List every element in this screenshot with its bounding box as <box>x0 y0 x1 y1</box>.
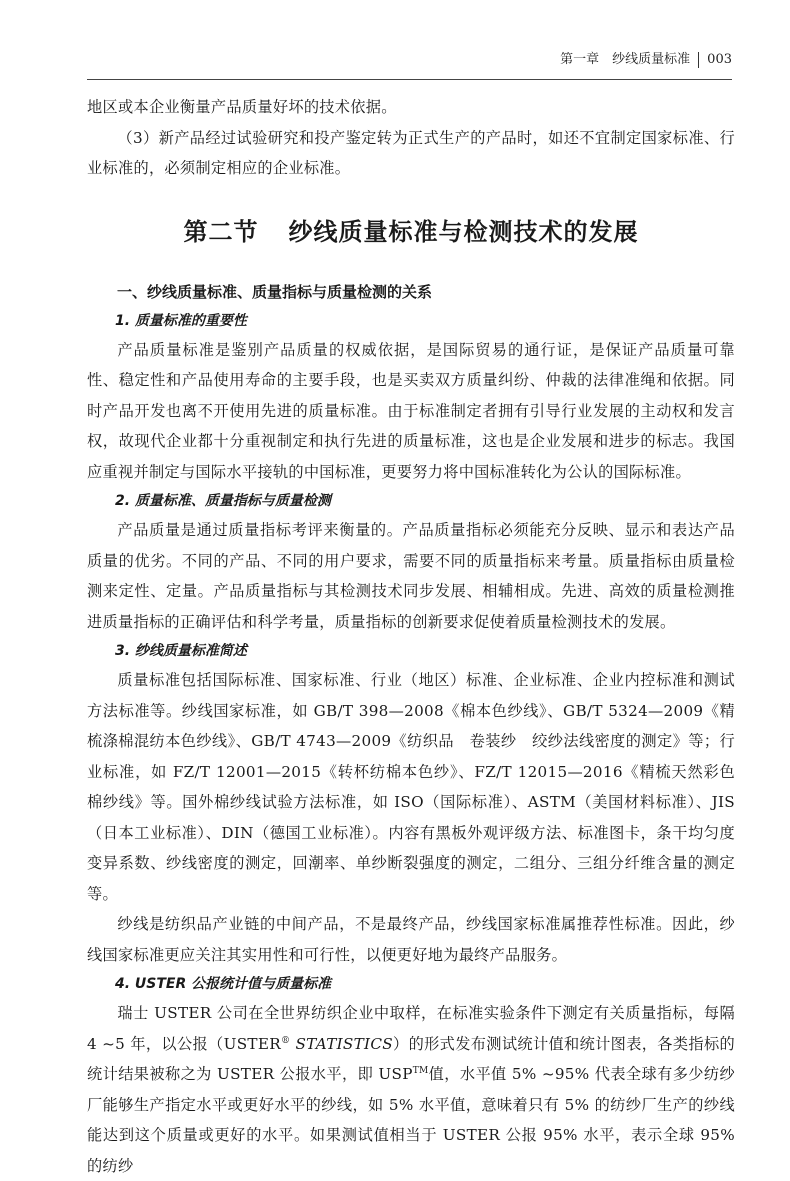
trademark-mark: TM <box>412 1065 429 1076</box>
subsection-heading: 4. USTER 公报统计值与质量标准 <box>115 976 332 992</box>
paragraph: （3）新产品经过试验研究和投产鉴定转为正式生产的产品时，如还不宜制定国家标准、行业标准的，必须制定相应的企业标准。 <box>87 128 735 177</box>
subsection-heading: 2. 质量标准、质量指标与质量检测 <box>115 493 331 509</box>
subsection-heading: 1. 质量标准的重要性 <box>115 312 247 329</box>
paragraph: 地区或本企业衡量产品质量好坏的技术依据。 <box>87 98 397 116</box>
section-title <box>87 212 735 247</box>
paragraph: 质量标准包括国际标准、国家标准、行业（地区）标准、企业标准、企业内控标准和测试方法标准等。纱线国家标准，如 GB/T 398—2008《棉本色纱线》、GB/T 5324—2009《精梳涤棉混纺本色纱线》、GB/T 4743—2009《纺织品 卷装纱 绞纱法线密度的测定》等；行业标准，如 FZ/T 12001—2015《转杯纺棉本色纱》、FZ/T 12015—2016《精梳天然彩色棉纱线》等。国外棉纱线试验方法标准，如 ISO（国际标准）、ASTM（美国材料标准）、JIS（日本工业标准）、DIN（德国工业标准）。内容有黑板外观评级方法、标准图卡，条干均匀度变异系数、纱线密度的测定，回潮率、单纱断裂强度的测定，二组分、三组分纤维含量的测定等。 <box>87 671 735 903</box>
header-rule <box>87 79 732 80</box>
running-header <box>560 50 732 70</box>
page-content <box>87 92 735 1181</box>
text-run: ）的形式发布测试统计值和统计图表，各类指标的统计结果被称之为 USTER 公报水平，即 USP <box>87 1034 735 1083</box>
subsection-heading: 3. 纱线质量标准简述 <box>115 643 247 659</box>
part-heading: 一、纱线质量标准、质量指标与质量检测的关系 <box>117 282 433 301</box>
paragraph <box>87 998 735 1181</box>
section-number: 第二节 <box>183 217 259 246</box>
header-separator <box>698 52 699 68</box>
text-run: 瑞士 USTER 公司在全世界纺织企业中取样，在标准实验条件下测定有关质量指标，每隔 4 ~5 年，以公报（USTER <box>87 1004 735 1053</box>
chapter-title: 第一章 纱线质量标准 <box>560 52 691 67</box>
paragraph: 产品质量标准是鉴别产品质量的权威依据，是国际贸易的通行证，是保证产品质量可靠性、稳定性和产品使用寿命的主要手段，也是买卖双方质量纠纷、仲裁的法律准绳和依据。同时产品开发也离不开使用先进的质量标准。由于标准制定者拥有引导行业发展的主动权和发言权，故现代企业都十分重视制定和执行先进的质量标准，这也是企业发展和进步的标志。我国应重视并制定与国际水平接轨的中国标准，更要努力将中国标准转化为公认的国际标准。 <box>87 340 735 481</box>
text-run: 值，水平值 5% ~95% 代表全球有多少纺纱厂能够生产指定水平或更好水平的纱线，如 5% 水平值，意味着只有 5% 的纺纱厂生产的纱线能达到这个质量或更好的水平。如果测试值相当于 USTER 公报 95% 水平，表示全球 95% 的纺纱 <box>87 1065 735 1175</box>
registered-mark: ® <box>280 1035 291 1046</box>
paragraph: 纱线是纺织品产业链的中间产品，不是最终产品，纱线国家标准属推荐性标准。因此，纱线国家标准更应关注其实用性和可行性，以便更好地为最终产品服务。 <box>87 915 735 964</box>
section-title-text: 纱线质量标准与检测技术的发展 <box>288 217 639 246</box>
paragraph: 产品质量是通过质量指标考评来衡量的。产品质量指标必须能充分反映、显示和表达产品质量的优劣。不同的产品、不同的用户要求，需要不同的质量指标来考量。质量指标由质量检测来定性、定量。产品质量指标与其检测技术同步发展、相辅相成。先进、高效的质量检测推进质量指标的正确评估和科学考量，质量指标的创新要求促使着质量检测技术的发展。 <box>87 521 735 631</box>
page-number: 003 <box>707 52 732 67</box>
statistics-term: STATISTICS <box>295 1034 393 1053</box>
